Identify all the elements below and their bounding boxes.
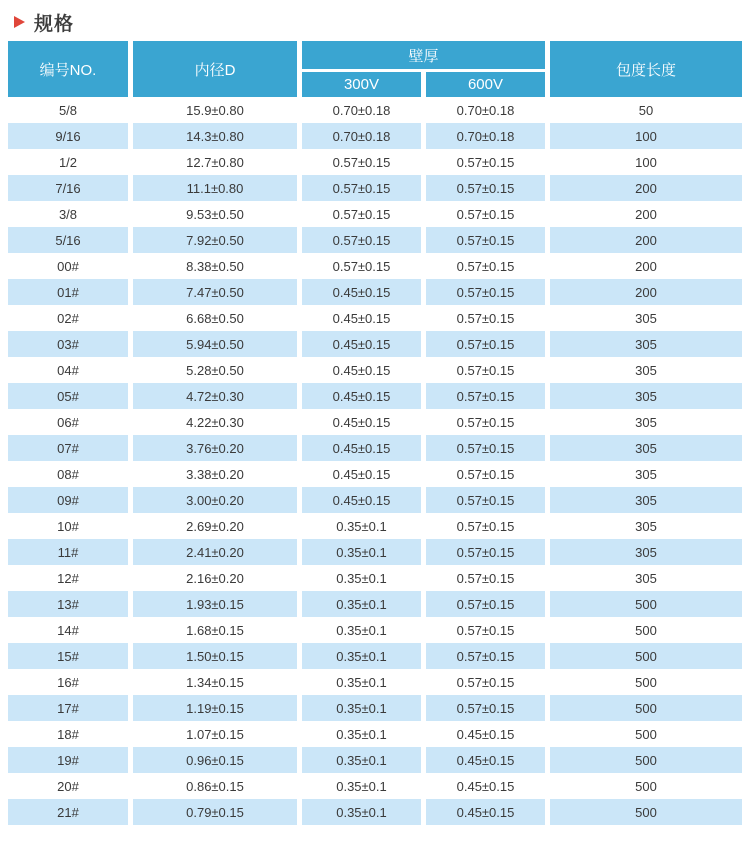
cell-300v: 0.70±0.18 <box>302 123 421 149</box>
cell-number: 1/2 <box>8 149 128 175</box>
cell-number: 7/16 <box>8 175 128 201</box>
cell-300v: 0.57±0.15 <box>302 149 421 175</box>
table-row <box>8 669 742 695</box>
cell-inner-diameter: 0.86±0.15 <box>133 773 297 799</box>
cell-inner-diameter: 9.53±0.50 <box>133 201 297 227</box>
table-row <box>8 305 742 331</box>
table-row <box>8 201 742 227</box>
cell-number: 14# <box>8 617 128 643</box>
cell-300v: 0.35±0.1 <box>302 747 421 773</box>
cell-number: 20# <box>8 773 128 799</box>
cell-number: 07# <box>8 435 128 461</box>
cell-package-length: 100 <box>550 149 742 175</box>
cell-package-length: 500 <box>550 695 742 721</box>
cell-number: 15# <box>8 643 128 669</box>
cell-package-length: 305 <box>550 461 742 487</box>
table-body <box>8 97 742 825</box>
cell-300v: 0.57±0.15 <box>302 175 421 201</box>
cell-inner-diameter: 1.50±0.15 <box>133 643 297 669</box>
cell-600v: 0.57±0.15 <box>426 669 545 695</box>
cell-inner-diameter: 2.69±0.20 <box>133 513 297 539</box>
cell-600v: 0.57±0.15 <box>426 357 545 383</box>
cell-number: 17# <box>8 695 128 721</box>
cell-package-length: 500 <box>550 747 742 773</box>
cell-package-length: 305 <box>550 331 742 357</box>
cell-package-length: 500 <box>550 721 742 747</box>
cell-600v: 0.57±0.15 <box>426 565 545 591</box>
cell-600v: 0.57±0.15 <box>426 175 545 201</box>
cell-number: 10# <box>8 513 128 539</box>
cell-inner-diameter: 1.19±0.15 <box>133 695 297 721</box>
table-row <box>8 383 742 409</box>
cell-300v: 0.45±0.15 <box>302 279 421 305</box>
header-package-length: 包度长度 <box>550 41 742 97</box>
cell-number: 19# <box>8 747 128 773</box>
arrow-right-icon <box>14 16 25 28</box>
table-row <box>8 695 742 721</box>
cell-inner-diameter: 12.7±0.80 <box>133 149 297 175</box>
cell-300v: 0.35±0.1 <box>302 721 421 747</box>
cell-package-length: 200 <box>550 227 742 253</box>
table-row <box>8 253 742 279</box>
cell-600v: 0.57±0.15 <box>426 305 545 331</box>
cell-number: 5/8 <box>8 97 128 123</box>
table-row <box>8 487 742 513</box>
cell-number: 3/8 <box>8 201 128 227</box>
cell-package-length: 305 <box>550 539 742 565</box>
table-row <box>8 721 742 747</box>
header-wall-thickness: 壁厚 <box>302 41 545 69</box>
page-title: 规格 <box>34 13 75 35</box>
cell-300v: 0.45±0.15 <box>302 357 421 383</box>
table-row <box>8 773 742 799</box>
cell-600v: 0.57±0.15 <box>426 461 545 487</box>
section-title-bar <box>14 10 750 34</box>
cell-600v: 0.57±0.15 <box>426 539 545 565</box>
cell-inner-diameter: 7.92±0.50 <box>133 227 297 253</box>
cell-package-length: 305 <box>550 435 742 461</box>
cell-inner-diameter: 2.41±0.20 <box>133 539 297 565</box>
cell-600v: 0.57±0.15 <box>426 591 545 617</box>
cell-300v: 0.45±0.15 <box>302 331 421 357</box>
table-row <box>8 513 742 539</box>
cell-package-length: 305 <box>550 487 742 513</box>
cell-600v: 0.57±0.15 <box>426 617 545 643</box>
cell-package-length: 500 <box>550 643 742 669</box>
cell-number: 21# <box>8 799 128 825</box>
cell-inner-diameter: 6.68±0.50 <box>133 305 297 331</box>
cell-number: 5/16 <box>8 227 128 253</box>
cell-number: 11# <box>8 539 128 565</box>
cell-300v: 0.35±0.1 <box>302 513 421 539</box>
table-row <box>8 123 742 149</box>
cell-number: 02# <box>8 305 128 331</box>
cell-package-length: 500 <box>550 669 742 695</box>
cell-package-length: 500 <box>550 617 742 643</box>
cell-inner-diameter: 4.22±0.30 <box>133 409 297 435</box>
table-row <box>8 175 742 201</box>
cell-number: 05# <box>8 383 128 409</box>
cell-inner-diameter: 11.1±0.80 <box>133 175 297 201</box>
cell-600v: 0.57±0.15 <box>426 487 545 513</box>
cell-300v: 0.57±0.15 <box>302 227 421 253</box>
table-row <box>8 747 742 773</box>
cell-number: 06# <box>8 409 128 435</box>
table-row <box>8 643 742 669</box>
cell-number: 13# <box>8 591 128 617</box>
table-row <box>8 331 742 357</box>
cell-inner-diameter: 14.3±0.80 <box>133 123 297 149</box>
cell-number: 04# <box>8 357 128 383</box>
cell-inner-diameter: 5.94±0.50 <box>133 331 297 357</box>
cell-inner-diameter: 2.16±0.20 <box>133 565 297 591</box>
cell-number: 09# <box>8 487 128 513</box>
cell-package-length: 305 <box>550 305 742 331</box>
cell-inner-diameter: 4.72±0.30 <box>133 383 297 409</box>
cell-package-length: 305 <box>550 513 742 539</box>
cell-inner-diameter: 8.38±0.50 <box>133 253 297 279</box>
cell-300v: 0.35±0.1 <box>302 773 421 799</box>
cell-300v: 0.35±0.1 <box>302 539 421 565</box>
cell-600v: 0.57±0.15 <box>426 643 545 669</box>
cell-package-length: 500 <box>550 799 742 825</box>
cell-600v: 0.45±0.15 <box>426 721 545 747</box>
cell-600v: 0.45±0.15 <box>426 747 545 773</box>
cell-package-length: 305 <box>550 565 742 591</box>
cell-600v: 0.45±0.15 <box>426 773 545 799</box>
cell-300v: 0.57±0.15 <box>302 253 421 279</box>
cell-number: 16# <box>8 669 128 695</box>
cell-300v: 0.35±0.1 <box>302 799 421 825</box>
cell-300v: 0.45±0.15 <box>302 383 421 409</box>
table-row <box>8 227 742 253</box>
cell-package-length: 305 <box>550 357 742 383</box>
cell-package-length: 500 <box>550 773 742 799</box>
cell-300v: 0.35±0.1 <box>302 565 421 591</box>
header-inner-diameter: 内径D <box>133 41 297 97</box>
cell-300v: 0.45±0.15 <box>302 487 421 513</box>
cell-300v: 0.70±0.18 <box>302 97 421 123</box>
cell-package-length: 200 <box>550 253 742 279</box>
cell-300v: 0.57±0.15 <box>302 201 421 227</box>
cell-300v: 0.45±0.15 <box>302 435 421 461</box>
cell-inner-diameter: 1.07±0.15 <box>133 721 297 747</box>
header-300v: 300V <box>302 72 421 97</box>
cell-inner-diameter: 3.00±0.20 <box>133 487 297 513</box>
cell-package-length: 200 <box>550 201 742 227</box>
table-row <box>8 539 742 565</box>
cell-number: 00# <box>8 253 128 279</box>
cell-inner-diameter: 7.47±0.50 <box>133 279 297 305</box>
cell-300v: 0.35±0.1 <box>302 669 421 695</box>
table-row <box>8 409 742 435</box>
cell-inner-diameter: 5.28±0.50 <box>133 357 297 383</box>
cell-inner-diameter: 3.76±0.20 <box>133 435 297 461</box>
specifications-table <box>8 41 742 825</box>
cell-300v: 0.45±0.15 <box>302 305 421 331</box>
cell-600v: 0.57±0.15 <box>426 227 545 253</box>
table-header <box>8 41 742 97</box>
cell-600v: 0.57±0.15 <box>426 331 545 357</box>
cell-600v: 0.57±0.15 <box>426 253 545 279</box>
table-row <box>8 591 742 617</box>
cell-600v: 0.57±0.15 <box>426 149 545 175</box>
cell-inner-diameter: 15.9±0.80 <box>133 97 297 123</box>
cell-package-length: 305 <box>550 409 742 435</box>
cell-inner-diameter: 1.93±0.15 <box>133 591 297 617</box>
cell-300v: 0.45±0.15 <box>302 461 421 487</box>
cell-600v: 0.45±0.15 <box>426 799 545 825</box>
cell-number: 01# <box>8 279 128 305</box>
table-row <box>8 149 742 175</box>
cell-package-length: 200 <box>550 175 742 201</box>
cell-300v: 0.35±0.1 <box>302 643 421 669</box>
cell-600v: 0.57±0.15 <box>426 409 545 435</box>
cell-number: 08# <box>8 461 128 487</box>
cell-600v: 0.57±0.15 <box>426 695 545 721</box>
cell-300v: 0.35±0.1 <box>302 591 421 617</box>
cell-600v: 0.57±0.15 <box>426 279 545 305</box>
cell-inner-diameter: 0.79±0.15 <box>133 799 297 825</box>
table-row <box>8 279 742 305</box>
cell-300v: 0.35±0.1 <box>302 695 421 721</box>
cell-inner-diameter: 3.38±0.20 <box>133 461 297 487</box>
table-row <box>8 357 742 383</box>
cell-inner-diameter: 1.34±0.15 <box>133 669 297 695</box>
cell-package-length: 100 <box>550 123 742 149</box>
cell-600v: 0.57±0.15 <box>426 383 545 409</box>
header-number: 编号NO. <box>8 41 128 97</box>
table-row <box>8 97 742 123</box>
table-row <box>8 565 742 591</box>
cell-600v: 0.70±0.18 <box>426 123 545 149</box>
cell-300v: 0.35±0.1 <box>302 617 421 643</box>
table-row <box>8 617 742 643</box>
cell-600v: 0.70±0.18 <box>426 97 545 123</box>
cell-package-length: 50 <box>550 97 742 123</box>
cell-package-length: 500 <box>550 591 742 617</box>
cell-inner-diameter: 1.68±0.15 <box>133 617 297 643</box>
cell-number: 12# <box>8 565 128 591</box>
header-600v: 600V <box>426 72 545 97</box>
cell-package-length: 305 <box>550 383 742 409</box>
cell-number: 9/16 <box>8 123 128 149</box>
cell-300v: 0.45±0.15 <box>302 409 421 435</box>
cell-number: 03# <box>8 331 128 357</box>
table-row <box>8 799 742 825</box>
table-row <box>8 461 742 487</box>
table-row <box>8 435 742 461</box>
cell-600v: 0.57±0.15 <box>426 513 545 539</box>
cell-package-length: 200 <box>550 279 742 305</box>
cell-600v: 0.57±0.15 <box>426 201 545 227</box>
cell-600v: 0.57±0.15 <box>426 435 545 461</box>
cell-number: 18# <box>8 721 128 747</box>
cell-inner-diameter: 0.96±0.15 <box>133 747 297 773</box>
